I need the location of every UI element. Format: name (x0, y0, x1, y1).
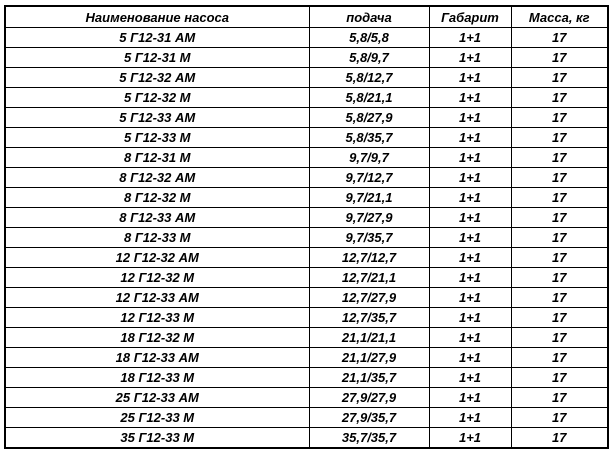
cell-size: 1+1 (429, 348, 511, 368)
cell-size: 1+1 (429, 368, 511, 388)
cell-mass: 17 (511, 168, 608, 188)
cell-pump-name: 8 Г12-32 АМ (5, 168, 309, 188)
cell-flow: 5,8/12,7 (309, 68, 429, 88)
cell-size: 1+1 (429, 68, 511, 88)
cell-pump-name: 8 Г12-33 М (5, 228, 309, 248)
table-row (5, 168, 608, 188)
cell-flow: 9,7/21,1 (309, 188, 429, 208)
cell-flow: 21,1/27,9 (309, 348, 429, 368)
cell-pump-name: 18 Г12-32 М (5, 328, 309, 348)
cell-flow: 12,7/35,7 (309, 308, 429, 328)
cell-pump-name: 5 Г12-33 АМ (5, 108, 309, 128)
cell-flow: 27,9/27,9 (309, 388, 429, 408)
cell-flow: 27,9/35,7 (309, 408, 429, 428)
table-row (5, 368, 608, 388)
cell-size: 1+1 (429, 408, 511, 428)
cell-size: 1+1 (429, 228, 511, 248)
cell-flow: 9,7/9,7 (309, 148, 429, 168)
cell-mass: 17 (511, 188, 608, 208)
table-header-row (5, 6, 608, 28)
cell-flow: 35,7/35,7 (309, 428, 429, 449)
cell-size: 1+1 (429, 428, 511, 449)
cell-mass: 17 (511, 308, 608, 328)
cell-mass: 17 (511, 228, 608, 248)
cell-pump-name: 8 Г12-31 М (5, 148, 309, 168)
cell-mass: 17 (511, 388, 608, 408)
table-row (5, 188, 608, 208)
cell-pump-name: 18 Г12-33 М (5, 368, 309, 388)
table-row (5, 268, 608, 288)
header-pump-name: Наименование насоса (5, 6, 309, 28)
cell-size: 1+1 (429, 268, 511, 288)
cell-mass: 17 (511, 48, 608, 68)
cell-size: 1+1 (429, 388, 511, 408)
table-row (5, 348, 608, 368)
cell-size: 1+1 (429, 28, 511, 48)
cell-size: 1+1 (429, 288, 511, 308)
table-row (5, 388, 608, 408)
cell-mass: 17 (511, 348, 608, 368)
cell-size: 1+1 (429, 168, 511, 188)
header-size: Габарит (429, 6, 511, 28)
cell-mass: 17 (511, 128, 608, 148)
cell-pump-name: 12 Г12-33 АМ (5, 288, 309, 308)
cell-mass: 17 (511, 108, 608, 128)
cell-pump-name: 35 Г12-33 М (5, 428, 309, 449)
cell-flow: 5,8/9,7 (309, 48, 429, 68)
cell-pump-name: 12 Г12-32 АМ (5, 248, 309, 268)
cell-mass: 17 (511, 328, 608, 348)
cell-flow: 12,7/12,7 (309, 248, 429, 268)
cell-size: 1+1 (429, 48, 511, 68)
cell-size: 1+1 (429, 248, 511, 268)
cell-size: 1+1 (429, 308, 511, 328)
cell-mass: 17 (511, 428, 608, 449)
cell-mass: 17 (511, 408, 608, 428)
table-row (5, 208, 608, 228)
cell-size: 1+1 (429, 188, 511, 208)
header-flow: подача (309, 6, 429, 28)
pump-specs-table (4, 5, 609, 449)
cell-mass: 17 (511, 88, 608, 108)
cell-pump-name: 5 Г12-32 АМ (5, 68, 309, 88)
table-row (5, 408, 608, 428)
cell-pump-name: 5 Г12-31 М (5, 48, 309, 68)
cell-flow: 12,7/21,1 (309, 268, 429, 288)
cell-pump-name: 25 Г12-33 М (5, 408, 309, 428)
cell-mass: 17 (511, 368, 608, 388)
cell-pump-name: 25 Г12-33 АМ (5, 388, 309, 408)
cell-mass: 17 (511, 28, 608, 48)
cell-size: 1+1 (429, 108, 511, 128)
table-row (5, 228, 608, 248)
table-row (5, 88, 608, 108)
cell-flow: 5,8/5,8 (309, 28, 429, 48)
cell-size: 1+1 (429, 148, 511, 168)
cell-pump-name: 12 Г12-32 М (5, 268, 309, 288)
table-row (5, 128, 608, 148)
cell-mass: 17 (511, 268, 608, 288)
table-row (5, 68, 608, 88)
cell-flow: 9,7/27,9 (309, 208, 429, 228)
cell-pump-name: 12 Г12-33 М (5, 308, 309, 328)
table-row (5, 108, 608, 128)
cell-mass: 17 (511, 248, 608, 268)
table-row (5, 28, 608, 48)
cell-mass: 17 (511, 288, 608, 308)
cell-mass: 17 (511, 208, 608, 228)
cell-flow: 12,7/27,9 (309, 288, 429, 308)
cell-flow: 9,7/12,7 (309, 168, 429, 188)
cell-flow: 21,1/35,7 (309, 368, 429, 388)
cell-mass: 17 (511, 148, 608, 168)
table-row (5, 308, 608, 328)
cell-pump-name: 18 Г12-33 АМ (5, 348, 309, 368)
table-body (5, 28, 608, 449)
cell-size: 1+1 (429, 328, 511, 348)
table-row (5, 148, 608, 168)
cell-flow: 9,7/35,7 (309, 228, 429, 248)
cell-pump-name: 8 Г12-33 АМ (5, 208, 309, 228)
table-row (5, 428, 608, 449)
cell-flow: 21,1/21,1 (309, 328, 429, 348)
cell-flow: 5,8/35,7 (309, 128, 429, 148)
cell-flow: 5,8/21,1 (309, 88, 429, 108)
cell-pump-name: 8 Г12-32 М (5, 188, 309, 208)
cell-flow: 5,8/27,9 (309, 108, 429, 128)
header-mass: Масса, кг (511, 6, 608, 28)
cell-pump-name: 5 Г12-33 М (5, 128, 309, 148)
cell-size: 1+1 (429, 128, 511, 148)
cell-mass: 17 (511, 68, 608, 88)
table-row (5, 328, 608, 348)
cell-size: 1+1 (429, 208, 511, 228)
table-row (5, 288, 608, 308)
table-row (5, 248, 608, 268)
cell-size: 1+1 (429, 88, 511, 108)
table-row (5, 48, 608, 68)
cell-pump-name: 5 Г12-32 М (5, 88, 309, 108)
cell-pump-name: 5 Г12-31 АМ (5, 28, 309, 48)
